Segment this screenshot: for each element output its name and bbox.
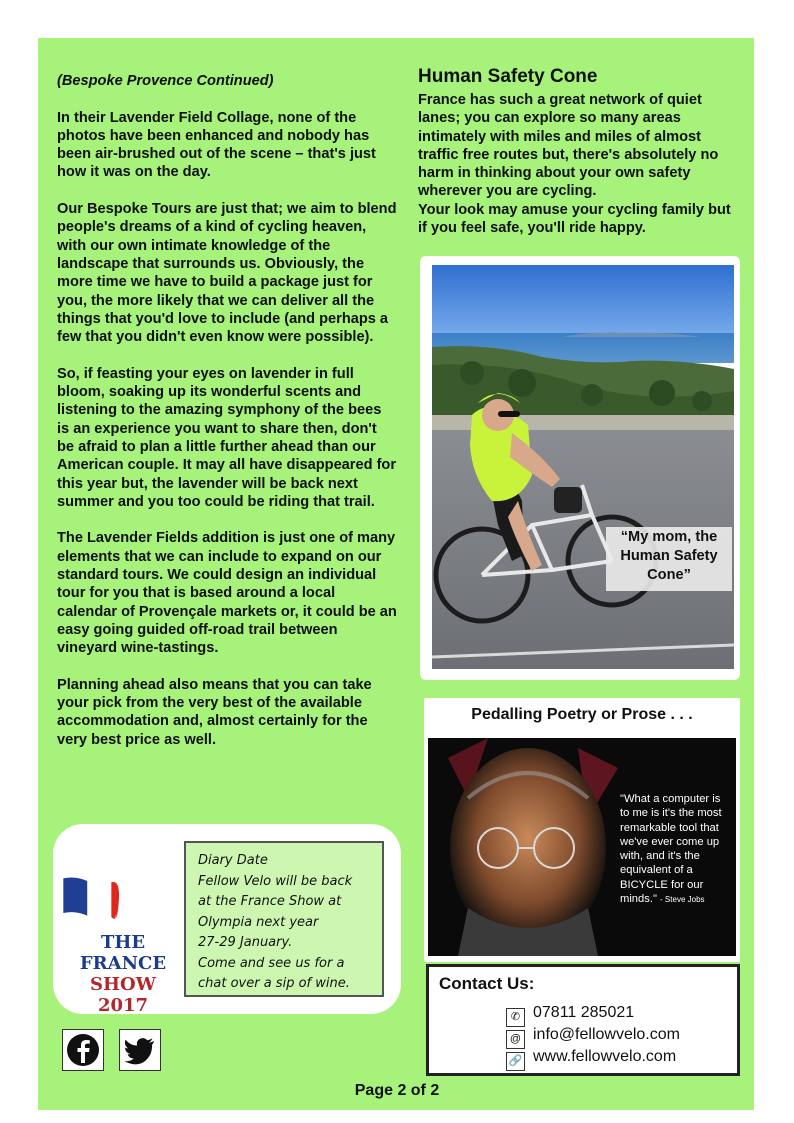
- french-flag-icon: [62, 866, 142, 932]
- contact-box: [426, 964, 740, 1076]
- website-link[interactable]: www.fellowvelo.com: [533, 1048, 677, 1065]
- paragraph-1: In their Lavender Field Collage, none of the photos have been enhanced and nobody has been air-brushed out of the scene – that's just how it was on the day.: [57, 109, 376, 181]
- email-icon: @: [506, 1030, 525, 1049]
- safety-cone-paragraph-1: France has such a great network of quiet lanes; you can explore so many areas intimately with miles and miles of almost traffic free routes but, there's absolutely no harm in thinking about your own safety wherever you are cycling.: [418, 92, 719, 200]
- website-row[interactable]: [506, 1047, 676, 1067]
- quote-text: [620, 792, 732, 907]
- diary-line-3: at the France Show at: [198, 894, 342, 909]
- facebook-button[interactable]: [62, 1029, 104, 1071]
- photo-caption: “My mom, the Human Safety Cone”: [606, 527, 732, 591]
- poetry-title: Pedalling Poetry or Prose . . .: [471, 706, 693, 723]
- france-show-text: [62, 932, 184, 1016]
- email-address[interactable]: info@fellowvelo.com: [533, 1026, 680, 1043]
- quote-author: - Steve Jobs: [660, 895, 705, 905]
- diary-date-box: [184, 841, 384, 997]
- diary-line-2: Fellow Velo will be back: [198, 873, 353, 889]
- contact-title: Contact Us:: [439, 974, 535, 993]
- paragraph-5: Planning ahead also means that you can take your pick from the very best of the available accommodation and, almost certainly for the very best price as well.: [57, 676, 372, 748]
- twitter-button[interactable]: [119, 1029, 161, 1071]
- phone-number: 07811 285021: [533, 1004, 635, 1021]
- diary-line-1: Diary Date: [198, 853, 268, 868]
- diary-line-5: 27-29 January.: [198, 935, 293, 950]
- twitter-icon: [120, 1030, 160, 1070]
- steve-jobs-quote-image: [428, 738, 736, 956]
- safety-cone-paragraph-2: Your look may amuse your cycling family but if you feel safe, you'll ride happy.: [418, 201, 731, 237]
- facebook-icon: [63, 1030, 103, 1070]
- diary-line-6: Come and see us for a: [198, 955, 345, 971]
- diary-line-7: chat over a sip of wine.: [198, 976, 350, 991]
- paragraph-4: The Lavender Fields addition is just one of many elements that we can include to expand on our standard tours. We could design an individual tour for you that is based around a local calendar of Provençale markets or, it could be an easy going guided off-road trail between vineyard wine-tastings.: [57, 530, 397, 657]
- france-show-logo: [62, 866, 182, 1016]
- france-show-line-1: THE FRANCE: [79, 932, 167, 974]
- cyclist-photo: [432, 265, 734, 669]
- phone-icon: ✆: [506, 1008, 525, 1027]
- phone-row: [506, 1003, 634, 1023]
- left-column: [57, 72, 397, 767]
- quote-body: "What a computer is to me is it's the most remarkable tool that we've ever come up with, and it's the equivalent of a BICYCLE for our minds.": [620, 793, 722, 906]
- email-row[interactable]: [506, 1025, 680, 1045]
- safety-cone-text: [418, 91, 738, 237]
- paragraph-2: Our Bespoke Tours are just that; we aim to blend people's dreams of a kind of cycling heaven, with our own intimate knowledge of the landscape that surrounds us. Obviously, the more time we have to build a package just for you, the more likely that we can deliver all the things that you'd love to include (and perhaps a few that you didn't even know were possible).: [57, 201, 397, 346]
- continued-heading: (Bespoke Provence Continued): [57, 73, 274, 89]
- link-icon: 🔗: [506, 1052, 525, 1071]
- page-number: Page 2 of 2: [354, 1082, 440, 1099]
- paragraph-3: So, if feasting your eyes on lavender in full bloom, soaking up its wonderful scents and listening to the amazing symphony of the bees is an experience you want to share then, don't be afraid to plan a little further ahead than our American couple. It may all have disappeared for this year but, the lavender will be back next summer and you too could be riding that trail.: [57, 365, 397, 510]
- france-show-line-2: SHOW 2017: [90, 974, 156, 1016]
- diary-line-4: Olympia next year: [198, 914, 319, 930]
- safety-cone-title: Human Safety Cone: [418, 66, 598, 87]
